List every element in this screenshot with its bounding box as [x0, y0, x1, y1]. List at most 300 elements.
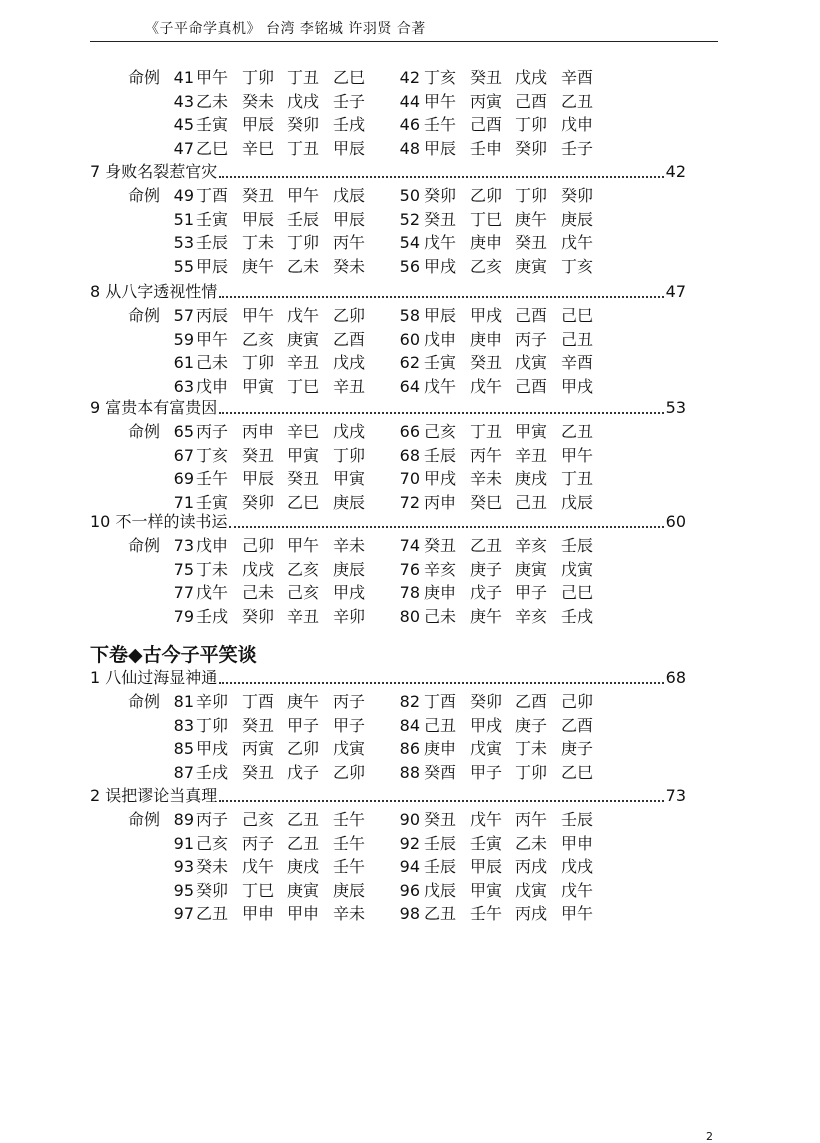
ganzhi-pillar: 癸丑: [287, 469, 320, 488]
example-row: [0, 737, 820, 760]
example-row: [0, 208, 820, 231]
example-label: 命例: [128, 68, 161, 87]
example-number: 73: [173, 536, 194, 555]
ganzhi-pillar: 己酉: [515, 376, 548, 396]
example-row: [0, 690, 820, 713]
ganzhi-pillar: 乙未: [515, 833, 548, 853]
ganzhi-pillar: 癸卯: [515, 138, 548, 158]
example-number: 84: [399, 715, 420, 735]
example-number: 97: [173, 904, 194, 923]
section-title: 1 八仙过海显神通: [90, 668, 218, 687]
ganzhi-pillar: 甲寅: [287, 445, 320, 465]
example-number: 75: [173, 559, 194, 579]
ganzhi-pillar: 戊子: [287, 762, 320, 782]
section-title: 8 从八字透视性情: [90, 282, 218, 301]
ganzhi-pillar: 壬午: [470, 904, 503, 923]
ganzhi-pillar: 丙戌: [515, 904, 548, 923]
example-number: 95: [173, 880, 194, 900]
ganzhi-pillar: 癸丑: [424, 209, 457, 229]
ganzhi-pillar: 辛卯: [333, 606, 366, 626]
ganzhi-pillar: 癸丑: [470, 353, 503, 372]
ganzhi-pillar: 戊辰: [561, 492, 594, 512]
ganzhi-pillar: 己亥: [196, 833, 229, 853]
example-number: 61: [173, 353, 194, 372]
example-number: 64: [399, 376, 420, 396]
ganzhi-pillar: 癸丑: [470, 68, 503, 87]
ganzhi-pillar: 乙酉: [515, 692, 548, 711]
ganzhi-pillar: 庚子: [515, 715, 548, 735]
ganzhi-pillar: 甲辰: [424, 306, 457, 325]
ganzhi-pillar: 辛未: [470, 469, 503, 488]
ganzhi-pillar: 辛亥: [424, 559, 457, 579]
ganzhi-pillar: 戊戌: [287, 91, 320, 111]
ganzhi-pillar: 乙亥: [287, 559, 320, 579]
example-number: 70: [399, 469, 420, 488]
ganzhi-pillar: 壬戌: [196, 606, 229, 626]
ganzhi-pillar: 甲申: [561, 833, 594, 853]
ganzhi-pillar: 庚午: [287, 692, 320, 711]
ganzhi-pillar: 己未: [196, 353, 229, 372]
ganzhi-pillar: 丁未: [515, 739, 548, 758]
example-number: 54: [399, 233, 420, 252]
ganzhi-pillar: 甲申: [287, 904, 320, 923]
ganzhi-pillar: 癸丑: [515, 233, 548, 252]
ganzhi-pillar: 甲辰: [242, 115, 275, 134]
ganzhi-pillar: 丁亥: [561, 256, 594, 276]
ganzhi-pillar: 癸丑: [242, 715, 275, 735]
example-label: 命例: [128, 422, 161, 441]
ganzhi-pillar: 丁卯: [242, 68, 275, 87]
example-number: 67: [173, 445, 194, 465]
example-row: [0, 808, 820, 831]
ganzhi-pillar: 甲戌: [470, 715, 503, 735]
ganzhi-pillar: 乙亥: [242, 329, 275, 349]
example-number: 71: [173, 492, 194, 512]
ganzhi-pillar: 甲午: [287, 536, 320, 555]
ganzhi-pillar: 戊辰: [333, 186, 366, 205]
ganzhi-pillar: 甲辰: [333, 138, 366, 158]
ganzhi-pillar: 庚午: [515, 209, 548, 229]
ganzhi-pillar: 癸未: [196, 857, 229, 876]
example-number: 94: [399, 857, 420, 876]
ganzhi-pillar: 丁卯: [333, 445, 366, 465]
ganzhi-pillar: 癸丑: [242, 445, 275, 465]
ganzhi-pillar: 癸未: [242, 91, 275, 111]
ganzhi-pillar: 癸巳: [470, 492, 503, 512]
ganzhi-pillar: 乙丑: [561, 91, 594, 111]
example-number: 72: [399, 492, 420, 512]
example-number: 74: [399, 536, 420, 555]
example-row: [0, 467, 820, 490]
example-number: 60: [399, 329, 420, 349]
ganzhi-pillar: 癸卯: [470, 692, 503, 711]
ganzhi-pillar: 乙卯: [333, 306, 366, 325]
ganzhi-pillar: 壬戌: [561, 606, 594, 626]
ganzhi-pillar: 庚辰: [333, 880, 366, 900]
example-number: 65: [173, 422, 194, 441]
ganzhi-pillar: 乙巳: [561, 762, 594, 782]
ganzhi-pillar: 丁丑: [287, 138, 320, 158]
example-row: [0, 879, 820, 902]
ganzhi-pillar: 乙巳: [196, 138, 229, 158]
leader-dots: [219, 286, 663, 298]
ganzhi-pillar: 庚寅: [515, 559, 548, 579]
ganzhi-pillar: 癸卯: [242, 606, 275, 626]
ganzhi-pillar: 辛巳: [287, 422, 320, 441]
ganzhi-pillar: 庚午: [242, 256, 275, 276]
running-header: 《子平命学真机》 台湾 李铭城 许羽贤 合著: [145, 21, 426, 37]
ganzhi-pillar: 乙丑: [424, 904, 457, 923]
example-row: [0, 832, 820, 855]
example-number: 68: [399, 445, 420, 465]
example-number: 92: [399, 833, 420, 853]
example-number: 96: [399, 880, 420, 900]
section-heading: [90, 280, 686, 303]
leader-dots: [229, 516, 663, 528]
section-heading: [90, 784, 686, 807]
example-number: 91: [173, 833, 194, 853]
section-heading: [90, 396, 686, 419]
example-row: [0, 304, 820, 327]
example-number: 69: [173, 469, 194, 488]
ganzhi-pillar: 丁酉: [196, 186, 229, 205]
ganzhi-pillar: 己酉: [515, 91, 548, 111]
ganzhi-pillar: 甲戌: [196, 739, 229, 758]
ganzhi-pillar: 丁卯: [242, 353, 275, 372]
example-number: 57: [173, 306, 194, 325]
ganzhi-pillar: 壬子: [333, 91, 366, 111]
ganzhi-pillar: 丁酉: [242, 692, 275, 711]
ganzhi-pillar: 戊午: [424, 233, 457, 252]
example-row: [0, 581, 820, 604]
ganzhi-pillar: 壬寅: [196, 492, 229, 512]
ganzhi-pillar: 丙寅: [242, 739, 275, 758]
ganzhi-pillar: 壬戌: [196, 762, 229, 782]
ganzhi-pillar: 丁卯: [515, 115, 548, 134]
ganzhi-pillar: 戊午: [196, 583, 229, 602]
ganzhi-pillar: 庚辰: [333, 492, 366, 512]
ganzhi-pillar: 壬午: [424, 115, 457, 134]
example-number: 56: [399, 256, 420, 276]
example-number: 51: [173, 209, 194, 229]
ganzhi-pillar: 辛未: [333, 904, 366, 923]
ganzhi-pillar: 乙卯: [333, 762, 366, 782]
example-number: 47: [173, 138, 194, 158]
example-number: 76: [399, 559, 420, 579]
example-number: 63: [173, 376, 194, 396]
ganzhi-pillar: 庚戌: [515, 469, 548, 488]
ganzhi-pillar: 丙子: [242, 833, 275, 853]
ganzhi-pillar: 甲午: [561, 445, 594, 465]
ganzhi-pillar: 壬辰: [424, 445, 457, 465]
ganzhi-pillar: 己巳: [561, 306, 594, 325]
ganzhi-pillar: 乙卯: [287, 739, 320, 758]
ganzhi-pillar: 辛巳: [242, 138, 275, 158]
example-number: 49: [173, 186, 194, 205]
ganzhi-pillar: 甲辰: [424, 138, 457, 158]
ganzhi-pillar: 乙丑: [561, 422, 594, 441]
example-row: [0, 351, 820, 374]
example-number: 44: [399, 91, 420, 111]
ganzhi-pillar: 甲申: [242, 904, 275, 923]
ganzhi-pillar: 丁丑: [470, 422, 503, 441]
ganzhi-pillar: 乙巳: [333, 68, 366, 87]
ganzhi-pillar: 壬午: [333, 810, 366, 829]
example-row: [0, 558, 820, 581]
section-heading: [90, 160, 686, 183]
ganzhi-pillar: 戊申: [196, 536, 229, 555]
ganzhi-pillar: 戊寅: [515, 353, 548, 372]
ganzhi-pillar: 壬午: [196, 469, 229, 488]
example-number: 98: [399, 904, 420, 923]
ganzhi-pillar: 乙亥: [470, 256, 503, 276]
ganzhi-pillar: 戊戌: [333, 353, 366, 372]
ganzhi-pillar: 戊申: [196, 376, 229, 396]
ganzhi-pillar: 戊午: [242, 857, 275, 876]
ganzhi-pillar: 丁未: [196, 559, 229, 579]
ganzhi-pillar: 庚申: [424, 583, 457, 602]
ganzhi-pillar: 乙未: [287, 256, 320, 276]
example-label: 命例: [128, 306, 161, 325]
example-number: 43: [173, 91, 194, 111]
ganzhi-pillar: 癸酉: [424, 762, 457, 782]
section-title: 7 身败名裂惹官灾: [90, 162, 218, 181]
example-number: 55: [173, 256, 194, 276]
ganzhi-pillar: 壬辰: [561, 536, 594, 555]
example-number: 77: [173, 583, 194, 602]
ganzhi-pillar: 戊辰: [424, 880, 457, 900]
example-number: 79: [173, 606, 194, 626]
ganzhi-pillar: 丁卯: [196, 715, 229, 735]
ganzhi-pillar: 甲寅: [470, 880, 503, 900]
ganzhi-pillar: 己丑: [515, 492, 548, 512]
ganzhi-pillar: 丙午: [333, 233, 366, 252]
ganzhi-pillar: 癸未: [333, 256, 366, 276]
example-number: 62: [399, 353, 420, 372]
example-number: 87: [173, 762, 194, 782]
ganzhi-pillar: 癸丑: [242, 762, 275, 782]
ganzhi-pillar: 丙辰: [196, 306, 229, 325]
ganzhi-pillar: 甲辰: [470, 857, 503, 876]
example-row: [0, 444, 820, 467]
section-page-number: 73: [665, 786, 686, 805]
example-label: 命例: [128, 692, 161, 711]
ganzhi-pillar: 戊戌: [333, 422, 366, 441]
example-row: [0, 66, 820, 89]
section-page-number: 68: [665, 668, 686, 687]
ganzhi-pillar: 壬寅: [196, 115, 229, 134]
ganzhi-pillar: 辛卯: [196, 692, 229, 711]
ganzhi-pillar: 己丑: [424, 715, 457, 735]
ganzhi-pillar: 癸丑: [424, 810, 457, 829]
section-heading: [90, 666, 686, 689]
example-number: 82: [399, 692, 420, 711]
ganzhi-pillar: 甲午: [561, 904, 594, 923]
ganzhi-pillar: 丙子: [196, 810, 229, 829]
ganzhi-pillar: 戊午: [561, 880, 594, 900]
ganzhi-pillar: 壬寅: [424, 353, 457, 372]
ganzhi-pillar: 甲子: [470, 762, 503, 782]
ganzhi-pillar: 己未: [424, 606, 457, 626]
ganzhi-pillar: 丙申: [424, 492, 457, 512]
ganzhi-pillar: 庚申: [470, 233, 503, 252]
section-page-number: 60: [665, 512, 686, 531]
ganzhi-pillar: 戊午: [287, 306, 320, 325]
ganzhi-pillar: 戊戌: [515, 68, 548, 87]
section-heading: [90, 510, 686, 533]
example-number: 46: [399, 115, 420, 134]
header-rule: [90, 41, 718, 42]
ganzhi-pillar: 庚寅: [287, 329, 320, 349]
ganzhi-pillar: 乙丑: [196, 904, 229, 923]
ganzhi-pillar: 癸卯: [561, 186, 594, 205]
ganzhi-pillar: 丁亥: [196, 445, 229, 465]
ganzhi-pillar: 丙寅: [470, 91, 503, 111]
leader-dots: [219, 790, 663, 802]
ganzhi-pillar: 戊午: [470, 376, 503, 396]
ganzhi-pillar: 乙酉: [561, 715, 594, 735]
ganzhi-pillar: 甲寅: [333, 469, 366, 488]
example-row: [0, 605, 820, 628]
ganzhi-pillar: 甲子: [287, 715, 320, 735]
example-row: [0, 761, 820, 784]
ganzhi-pillar: 戊寅: [515, 880, 548, 900]
ganzhi-pillar: 戊寅: [561, 559, 594, 579]
ganzhi-pillar: 癸卯: [424, 186, 457, 205]
example-number: 88: [399, 762, 420, 782]
ganzhi-pillar: 己未: [242, 583, 275, 602]
example-label: 命例: [128, 186, 161, 205]
ganzhi-pillar: 丙子: [333, 692, 366, 711]
example-row: [0, 855, 820, 878]
ganzhi-pillar: 乙巳: [287, 492, 320, 512]
ganzhi-pillar: 壬寅: [196, 209, 229, 229]
ganzhi-pillar: 戊寅: [333, 739, 366, 758]
ganzhi-pillar: 丁未: [242, 233, 275, 252]
ganzhi-pillar: 丙午: [470, 445, 503, 465]
ganzhi-pillar: 庚辰: [333, 559, 366, 579]
ganzhi-pillar: 辛丑: [333, 376, 366, 396]
example-row: [0, 420, 820, 443]
example-number: 59: [173, 329, 194, 349]
ganzhi-pillar: 丁亥: [424, 68, 457, 87]
example-row: [0, 184, 820, 207]
ganzhi-pillar: 己丑: [561, 329, 594, 349]
ganzhi-pillar: 乙卯: [470, 186, 503, 205]
ganzhi-pillar: 丁卯: [515, 762, 548, 782]
ganzhi-pillar: 甲戌: [424, 469, 457, 488]
ganzhi-pillar: 辛丑: [287, 606, 320, 626]
ganzhi-pillar: 甲辰: [242, 209, 275, 229]
page-number: 2: [706, 1130, 713, 1143]
ganzhi-pillar: 壬戌: [333, 115, 366, 134]
ganzhi-pillar: 乙丑: [287, 833, 320, 853]
example-number: 78: [399, 583, 420, 602]
ganzhi-pillar: 壬申: [470, 138, 503, 158]
ganzhi-pillar: 丙戌: [515, 857, 548, 876]
section-page-number: 53: [665, 398, 686, 417]
ganzhi-pillar: 甲午: [424, 91, 457, 111]
ganzhi-pillar: 甲寅: [515, 422, 548, 441]
example-number: 41: [173, 68, 194, 87]
ganzhi-pillar: 辛未: [333, 536, 366, 555]
ganzhi-pillar: 丙申: [242, 422, 275, 441]
section-page-number: 47: [665, 282, 686, 301]
example-row: [0, 534, 820, 557]
example-number: 80: [399, 606, 420, 626]
ganzhi-pillar: 丁巳: [470, 209, 503, 229]
ganzhi-pillar: 庚子: [470, 559, 503, 579]
example-row: [0, 902, 820, 925]
ganzhi-pillar: 庚戌: [287, 857, 320, 876]
ganzhi-pillar: 己卯: [242, 536, 275, 555]
ganzhi-pillar: 甲午: [196, 68, 229, 87]
ganzhi-pillar: 甲午: [242, 306, 275, 325]
ganzhi-pillar: 甲辰: [333, 209, 366, 229]
ganzhi-pillar: 丙子: [515, 329, 548, 349]
ganzhi-pillar: 乙未: [196, 91, 229, 111]
example-number: 45: [173, 115, 194, 134]
example-row: [0, 328, 820, 351]
example-number: 86: [399, 739, 420, 758]
example-row: [0, 714, 820, 737]
ganzhi-pillar: 甲辰: [242, 469, 275, 488]
ganzhi-pillar: 甲戌: [424, 256, 457, 276]
example-number: 83: [173, 715, 194, 735]
ganzhi-pillar: 辛亥: [515, 606, 548, 626]
example-number: 53: [173, 233, 194, 252]
example-row: [0, 375, 820, 398]
ganzhi-pillar: 壬辰: [196, 233, 229, 252]
ganzhi-pillar: 壬寅: [470, 833, 503, 853]
leader-dots: [219, 166, 663, 178]
ganzhi-pillar: 丁丑: [287, 68, 320, 87]
ganzhi-pillar: 庚子: [561, 739, 594, 758]
section-page-number: 42: [665, 162, 686, 181]
ganzhi-pillar: 丁丑: [561, 469, 594, 488]
ganzhi-pillar: 癸卯: [287, 115, 320, 134]
ganzhi-pillar: 癸丑: [424, 536, 457, 555]
example-label: 命例: [128, 810, 161, 829]
ganzhi-pillar: 己酉: [470, 115, 503, 134]
leader-dots: [219, 402, 663, 414]
ganzhi-pillar: 戊申: [424, 329, 457, 349]
ganzhi-pillar: 丁卯: [287, 233, 320, 252]
ganzhi-pillar: 庚申: [424, 739, 457, 758]
ganzhi-pillar: 壬辰: [424, 833, 457, 853]
ganzhi-pillar: 甲戌: [470, 306, 503, 325]
ganzhi-pillar: 壬午: [333, 857, 366, 876]
ganzhi-pillar: 丁巳: [242, 880, 275, 900]
ganzhi-pillar: 甲子: [515, 583, 548, 602]
ganzhi-pillar: 癸丑: [242, 186, 275, 205]
section-title: 10 不一样的读书运: [90, 512, 228, 531]
example-row: [0, 255, 820, 278]
example-row: [0, 113, 820, 136]
example-number: 48: [399, 138, 420, 158]
ganzhi-pillar: 甲午: [287, 186, 320, 205]
ganzhi-pillar: 辛丑: [515, 445, 548, 465]
ganzhi-pillar: 庚寅: [515, 256, 548, 276]
ganzhi-pillar: 癸卯: [242, 492, 275, 512]
ganzhi-pillar: 己巳: [561, 583, 594, 602]
example-label: 命例: [128, 536, 161, 555]
ganzhi-pillar: 甲戌: [333, 583, 366, 602]
example-number: 85: [173, 739, 194, 758]
example-number: 50: [399, 186, 420, 205]
ganzhi-pillar: 壬辰: [561, 810, 594, 829]
leader-dots: [219, 672, 663, 684]
